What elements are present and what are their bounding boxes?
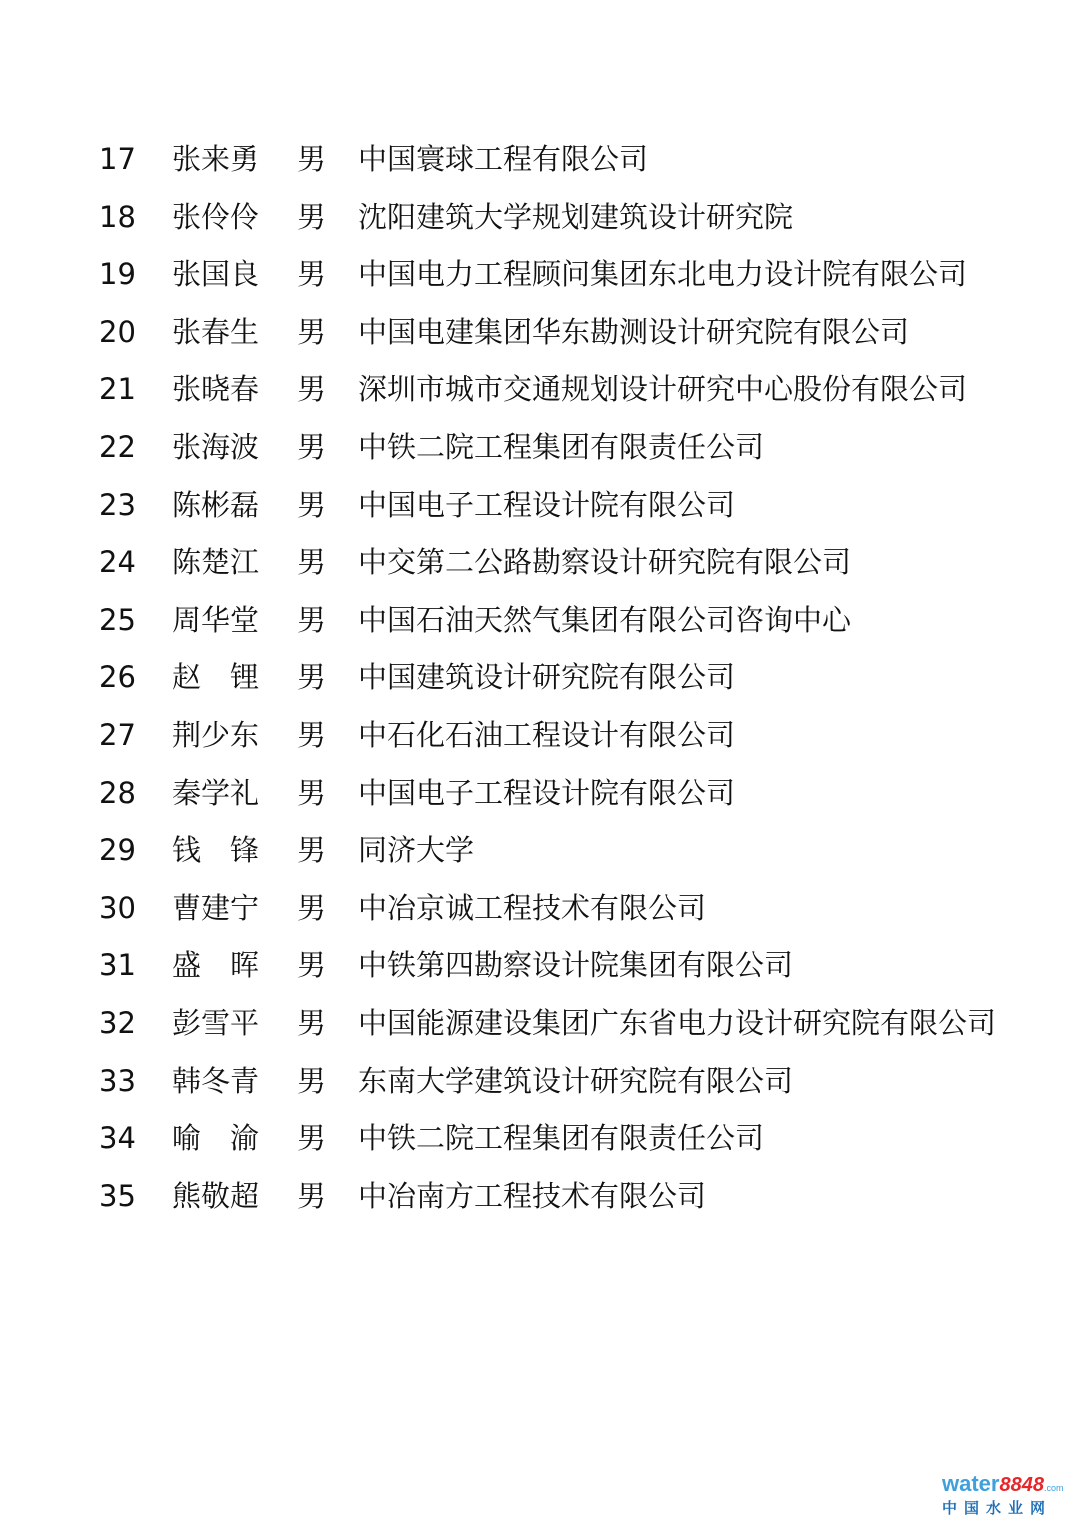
- gender: 男: [297, 717, 327, 752]
- row-number: 18: [99, 199, 136, 234]
- person-name: 张伶伶: [172, 199, 260, 234]
- gender: 男: [297, 257, 327, 292]
- organization: 中国电子工程设计院有限公司: [358, 487, 736, 522]
- organization: 中铁二院工程集团有限责任公司: [358, 429, 765, 464]
- person-name: 钱 锋: [172, 833, 260, 868]
- organization: 沈阳建筑大学规划建筑设计研究院: [358, 199, 794, 234]
- row-number: 34: [99, 1121, 136, 1156]
- gender: 男: [297, 890, 327, 925]
- row-number: 24: [99, 545, 136, 580]
- row-number: 28: [99, 775, 136, 810]
- organization: 中铁二院工程集团有限责任公司: [358, 1121, 765, 1156]
- watermark-brand-number: 8848: [999, 1474, 1044, 1496]
- gender: 男: [297, 833, 327, 868]
- gender: 男: [297, 314, 327, 349]
- organization: 中国建筑设计研究院有限公司: [358, 660, 736, 695]
- list-row: [0, 592, 1080, 650]
- row-number: 21: [99, 372, 136, 407]
- organization: 中铁第四勘察设计院集团有限公司: [358, 948, 794, 983]
- person-name: 彭雪平: [172, 1005, 260, 1040]
- gender: 男: [297, 429, 327, 464]
- list-row: [0, 1168, 1080, 1226]
- list-row: [0, 995, 1080, 1053]
- gender: 男: [297, 372, 327, 407]
- list-row: [0, 1053, 1080, 1111]
- watermark-subtitle: 中国水业网: [942, 1499, 1053, 1517]
- person-name: 韩冬青: [172, 1063, 260, 1098]
- person-name: 赵 锂: [172, 660, 260, 695]
- person-name: 秦学礼: [172, 775, 260, 810]
- row-number: 23: [99, 487, 136, 522]
- list-row: [0, 246, 1080, 304]
- watermark-logo: [942, 1471, 1072, 1521]
- row-number: 33: [99, 1063, 136, 1098]
- list-row: [0, 304, 1080, 362]
- row-number: 22: [99, 429, 136, 464]
- gender: 男: [297, 545, 327, 580]
- gender: 男: [297, 602, 327, 637]
- list-row: [0, 419, 1080, 477]
- row-number: 35: [99, 1178, 136, 1213]
- person-name: 盛 晖: [172, 948, 260, 983]
- organization: 中交第二公路勘察设计研究院有限公司: [358, 545, 852, 580]
- person-name: 熊敬超: [172, 1178, 260, 1213]
- organization: 中国能源建设集团广东省电力设计研究院有限公司: [358, 1005, 997, 1040]
- organization: 东南大学建筑设计研究院有限公司: [358, 1063, 794, 1098]
- row-number: 20: [99, 314, 136, 349]
- row-number: 30: [99, 890, 136, 925]
- organization: 深圳市城市交通规划设计研究中心股份有限公司: [358, 372, 968, 407]
- person-name: 陈彬磊: [172, 487, 260, 522]
- gender: 男: [297, 142, 327, 176]
- person-name: 喻 渝: [172, 1121, 260, 1156]
- organization: 中冶南方工程技术有限公司: [358, 1178, 707, 1213]
- gender: 男: [297, 1121, 327, 1156]
- person-name: 荆少东: [172, 717, 260, 752]
- person-name: 张国良: [172, 257, 260, 292]
- row-number: 27: [99, 717, 136, 752]
- gender: 男: [297, 660, 327, 695]
- person-name: 张海波: [172, 429, 260, 464]
- list-row: [0, 707, 1080, 765]
- gender: 男: [297, 487, 327, 522]
- person-name: 张晓春: [172, 372, 260, 407]
- organization: 中国电子工程设计院有限公司: [358, 775, 736, 810]
- list-row: [0, 189, 1080, 247]
- organization: 中国电力工程顾问集团东北电力设计院有限公司: [358, 257, 968, 292]
- list-row: [0, 534, 1080, 592]
- list-row: [0, 361, 1080, 419]
- watermark-domain: .com: [1043, 1483, 1064, 1493]
- organization: 中冶京诚工程技术有限公司: [358, 890, 707, 925]
- row-number: 31: [99, 948, 136, 983]
- list-row: [0, 765, 1080, 823]
- row-number: 25: [99, 602, 136, 637]
- gender: 男: [297, 199, 327, 234]
- gender: 男: [297, 1063, 327, 1098]
- name-list: [0, 131, 1080, 1225]
- person-name: 曹建宁: [172, 890, 260, 925]
- gender: 男: [297, 1005, 327, 1040]
- gender: 男: [297, 948, 327, 983]
- organization: 中国寰球工程有限公司: [358, 142, 649, 176]
- person-name: 周华堂: [172, 602, 260, 637]
- person-name: 张春生: [172, 314, 260, 349]
- organization: 中国石油天然气集团有限公司咨询中心: [358, 602, 852, 637]
- row-number: 29: [99, 833, 136, 868]
- watermark-brand-word: water: [942, 1471, 1000, 1496]
- list-row: [0, 937, 1080, 995]
- row-number: 26: [99, 660, 136, 695]
- gender: 男: [297, 1178, 327, 1213]
- list-row: [0, 1110, 1080, 1168]
- person-name: 陈楚江: [172, 545, 260, 580]
- row-number: 17: [99, 142, 136, 176]
- organization: 中石化石油工程设计有限公司: [358, 717, 736, 752]
- list-row: [0, 131, 1080, 189]
- row-number: 19: [99, 257, 136, 292]
- list-row: [0, 477, 1080, 535]
- list-row: [0, 822, 1080, 880]
- person-name: 张来勇: [172, 142, 260, 176]
- list-row: [0, 880, 1080, 938]
- organization: 同济大学: [358, 833, 475, 868]
- gender: 男: [297, 775, 327, 810]
- organization: 中国电建集团华东勘测设计研究院有限公司: [358, 314, 910, 349]
- list-row: [0, 649, 1080, 707]
- row-number: 32: [99, 1005, 136, 1040]
